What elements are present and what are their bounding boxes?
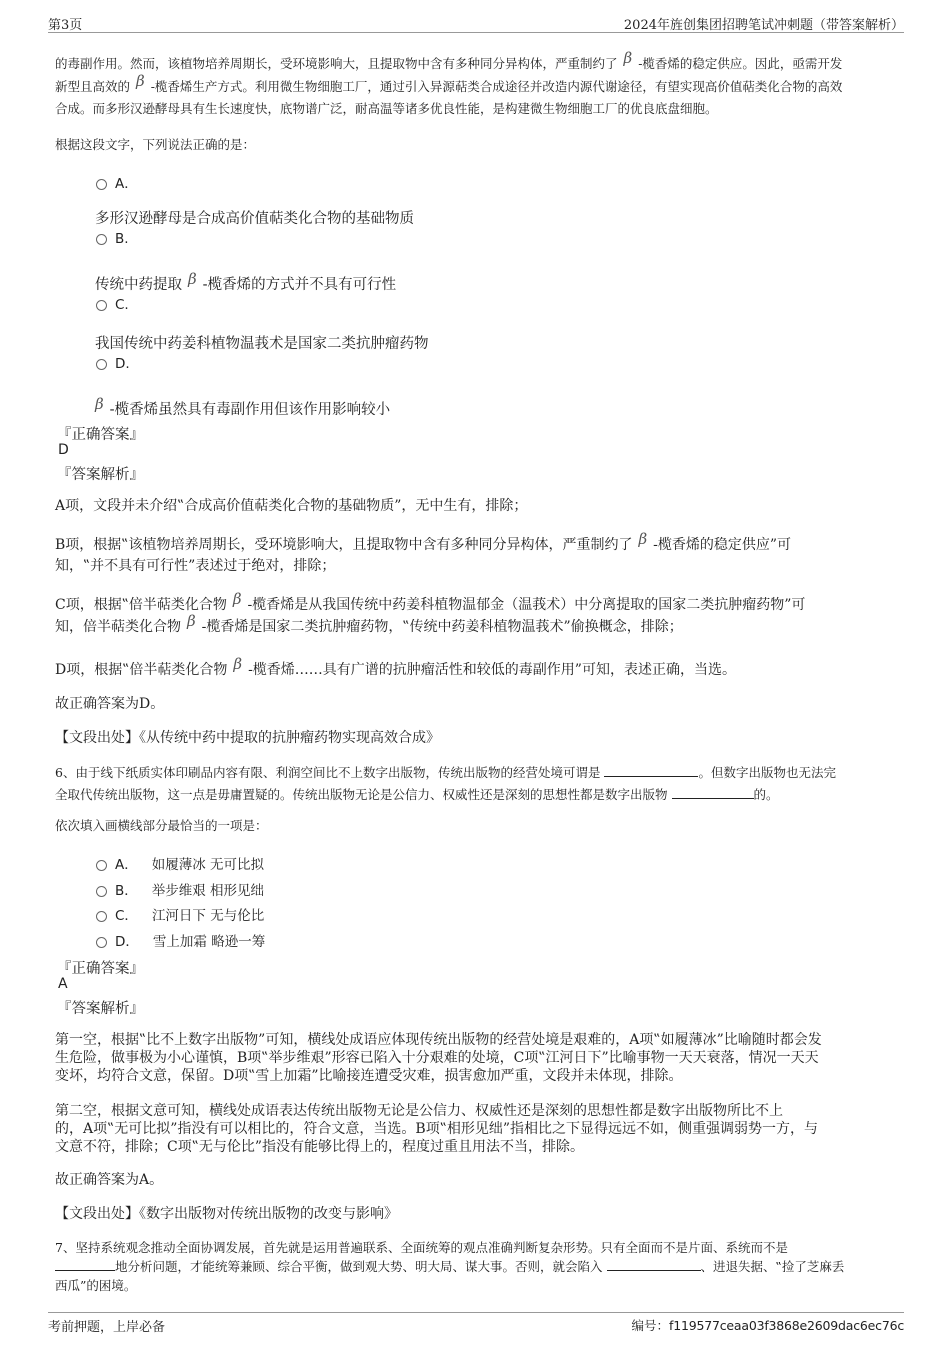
q6-option-a[interactable]: A． 如履薄冰 无可比拟 bbox=[96, 853, 264, 873]
q5-passage-line1: 的毒副作用。然而，该植物培养周期长，受环境影响大，且提取物中含有多种同分异构体，严重制约了 β -榄香烯的稳定供应。因此，亟需开发 bbox=[55, 49, 843, 71]
radio-button[interactable] bbox=[96, 234, 107, 245]
q5-option-c[interactable]: C. bbox=[96, 297, 129, 313]
q6-answer: A bbox=[58, 976, 68, 992]
page-header bbox=[48, 12, 904, 33]
q6-stem: 6、由于线下纸质实体印刷品内容有限、利润空间比不上数字出版物，传统出版物的经营处境可谓是 。但数字出版物也无法完 全取代传统出版物，这一点是毋庸置疑的。传统出版物无论是公信力、权威性还是深刻的思想性都是数字出版物 的。 bbox=[55, 765, 836, 802]
q5-passage-line3: 合成。而多形汉逊酵母具有生长速度快，底物谱广泛，耐高温等诸多优良性能，是构建微生物细胞工厂的优良底盘细胞。 bbox=[55, 101, 718, 116]
radio-button[interactable] bbox=[96, 886, 107, 897]
q5-answer-label: 『正确答案』 bbox=[57, 427, 144, 443]
radio-button[interactable] bbox=[96, 860, 107, 871]
blank-line bbox=[604, 764, 698, 777]
q5-option-c-text: 我国传统中药姜科植物温莪术是国家二类抗肿瘤药物 bbox=[95, 336, 429, 352]
document-title: 2024年旌创集团招聘笔试冲刺题（带答案解析） bbox=[623, 18, 904, 33]
page-footer bbox=[48, 1312, 904, 1333]
page-number: 第3页 bbox=[48, 18, 83, 33]
blank-line bbox=[607, 1258, 701, 1271]
radio-button[interactable] bbox=[96, 937, 107, 948]
radio-button[interactable] bbox=[96, 300, 107, 311]
q5-option-b[interactable]: B. bbox=[96, 231, 129, 247]
q5-option-b-text: 传统中药提取 β -榄香烯的方式并不具有可行性 bbox=[95, 270, 397, 293]
q5-analysis-label: 『答案解析』 bbox=[57, 467, 144, 483]
q5-analysis-c: C项，根据‟倍半萜类化合物 β -榄香烯是从我国传统中药姜科植物温郁金（温莪术）中分离提取的国家二类抗肿瘤药物”可 知，倍半萜类化合物 β -榄香烯是国家二类抗肿瘤药物，‟传统中药姜科植物温莪术”偷换概念，排除； bbox=[55, 590, 806, 635]
q5-conclusion: 故正确答案为D。 bbox=[55, 696, 165, 712]
q6-analysis-p1: 第一空，根据‟比不上数字出版物”可知，横线处成语应体现传统出版物的经营处境是艰难的，A项‟如履薄冰”比喻随时都会发 生危险，做事极为小心谨慎，B项‟举步维艰”形容已陷入十分艰难的处境，C项‟江河日下”比喻事物一天天衰落，情况一天天 变坏，均符合文意，保留。D项‟雪上加霜”比喻接连遭受灾难，损害愈加严重，文段并未体现，排除。 bbox=[55, 1032, 822, 1084]
q5-analysis-b: B项，根据‟该植物培养周期长，受环境影响大，且提取物中含有多种同分异构体，严重制约了 β -榄香烯的稳定供应”可 知，‟并不具有可行性”表述过于绝对，排除； bbox=[55, 530, 792, 574]
q5-option-a-text: 多形汉逊酵母是合成高价值萜类化合物的基础物质 bbox=[95, 211, 414, 227]
blank-line bbox=[55, 1258, 115, 1271]
q5-option-d[interactable]: D. bbox=[96, 356, 130, 372]
q6-source: 【文段出处】《数字出版物对传统出版物的改变与影响》 bbox=[55, 1206, 398, 1222]
q5-answer: D bbox=[58, 442, 69, 458]
q6-question: 依次填入画横线部分最恰当的一项是： bbox=[55, 818, 268, 833]
q6-answer-label: 『正确答案』 bbox=[57, 961, 144, 977]
q6-option-b[interactable]: B． 举步维艰 相形见绌 bbox=[96, 879, 264, 899]
radio-button[interactable] bbox=[96, 911, 107, 922]
radio-button[interactable] bbox=[96, 179, 107, 190]
document-id: 编号：f119577ceaa03f3868e2609dac6ec76c bbox=[631, 1318, 904, 1333]
q5-passage bbox=[55, 49, 897, 120]
q5-analysis-a: A项，文段并未介绍‟合成高价值萜类化合物的基础物质”，无中生有，排除； bbox=[55, 498, 528, 514]
q5-option-d-text: β -榄香烯虽然具有毒副作用但该作用影响较小 bbox=[95, 395, 391, 418]
q6-option-d[interactable]: D． 雪上加霜 略逊一筹 bbox=[96, 930, 265, 950]
q6-option-c[interactable]: C． 江河日下 无与伦比 bbox=[96, 904, 264, 924]
q7-stem: 7、坚持系统观念推动全面协调发展，首先就是运用普遍联系、全面统筹的观点准确判断复杂形势。只有全面而不是片面、系统而不是 地分析问题，才能统筹兼顾、综合平衡，做到观大势、明大局、谋大事。否则，就会陷入 、进退失据、‟捡了芝麻丢 西瓜”的困境。 bbox=[55, 1240, 845, 1293]
q6-analysis-p2: 第二空，根据文意可知，横线处成语表达传统出版物无论是公信力、权威性还是深刻的思想性都是数字出版物所比不上 的，A项‟无可比拟”指没有可以相比的，符合文意，当选。B项‟相形见绌”指相比之下显得远远不如，侧重强调弱势一方，与 文意不符，排除；C项‟无与伦比”指没有能够比得上的，程度过重且用法不当，排除。 bbox=[55, 1103, 819, 1155]
q5-option-a[interactable]: A． bbox=[96, 172, 138, 192]
q5-passage-line2: 新型且高效的 β -榄香烯生产方式。利用微生物细胞工厂，通过引入异源萜类合成途径并改造内源代谢途径，有望实现高价值萜类化合物的高效 bbox=[55, 72, 843, 94]
radio-button[interactable] bbox=[96, 359, 107, 370]
q5-question: 根据这段文字，下列说法正确的是： bbox=[55, 137, 256, 152]
q6-conclusion: 故正确答案为A。 bbox=[55, 1172, 164, 1188]
q6-analysis-label: 『答案解析』 bbox=[57, 1001, 144, 1017]
footer-slogan: 考前押题，上岸必备 bbox=[48, 1320, 166, 1335]
q5-analysis-d: D项，根据‟倍半萜类化合物 β -榄香烯……具有广谱的抗肿瘤活性和较低的毒副作用”可知，表述正确，当选。 bbox=[55, 655, 736, 678]
q5-source: 【文段出处】《从传统中药中提取的抗肿瘤药物实现高效合成》 bbox=[55, 730, 440, 746]
blank-line bbox=[672, 786, 754, 799]
